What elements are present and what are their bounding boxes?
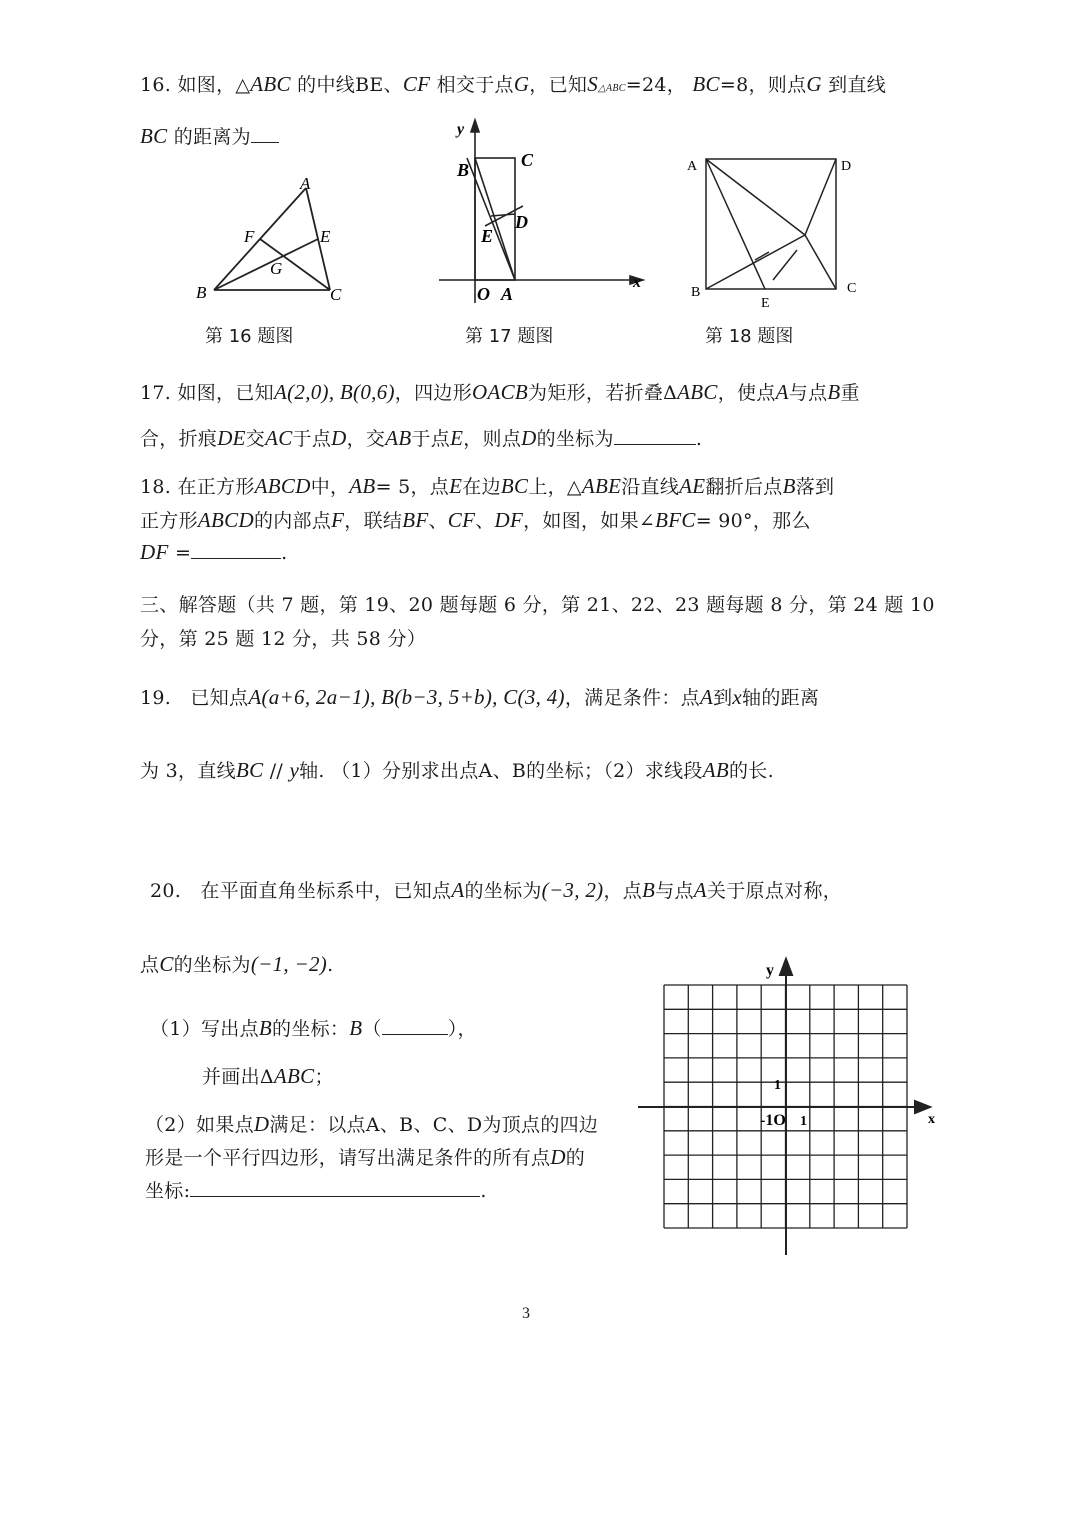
fig18-label-e: E (761, 296, 770, 311)
section3-heading-line1: 三、解答题（共 7 题，第 19、20 题每题 6 分，第 21、22、23 题每题 8 分，第 24 题 10 (140, 594, 935, 616)
q16-line1: 16. 如图，△ABC 的中线BE、CF 相交于点G，已知S△ABC=24， BC=8，则点G 到直线 (140, 72, 887, 96)
fig18-label-c: C (847, 281, 857, 296)
fig17-label-o: O (477, 284, 490, 304)
q20-part2-line2: 形是一个平行四边形，请写出满足条件的所有点D的 (145, 1145, 586, 1169)
fig17-caption: 第 17 题图 (465, 326, 554, 347)
fig17-label-b: B (457, 160, 470, 180)
grid-label-origin: -1O (760, 1112, 786, 1129)
answer-blank (614, 426, 696, 445)
answer-blank (191, 540, 281, 559)
q18-line1: 18. 在正方形ABCD中，AB= 5，点E在边BC上，△ABE沿直线AE翻折后点B落到 (140, 474, 835, 498)
answer-blank (190, 1178, 480, 1197)
fig16-label-b: B (196, 283, 207, 302)
q16-line2: BC 的距离为 (140, 122, 279, 149)
coordinate-grid (630, 955, 950, 1265)
fig16-label-f: F (244, 227, 255, 246)
q20-line1: 20. 在平面直角坐标系中，已知点A的坐标为(−3, 2)，点B与点A关于原点对称， (150, 878, 843, 902)
page-number: 3 (522, 1305, 530, 1322)
fig17-label-d: D (515, 212, 528, 232)
section3-heading-line2: 分，第 25 题 12 分，共 58 分） (140, 628, 427, 650)
grid-label-one-x: 1 (800, 1114, 807, 1129)
q18-line2: 正方形ABCD的内部点F，联结BF、CF、DF，如图，如果∠BFC= 90°，那么 (140, 508, 811, 532)
q20-part1-line1: （1）写出点B的坐标：B（ ）， (150, 1016, 477, 1040)
answer-blank (251, 124, 279, 143)
grid-label-one-y: 1 (774, 1078, 781, 1093)
fig16-label-c: C (330, 285, 342, 304)
fig18-label-b: B (691, 285, 701, 300)
q20-part1-line2: 并画出ΔABC； (202, 1064, 334, 1088)
q20-part2-line3: 坐标: . (145, 1180, 487, 1202)
q17-line2: 合，折痕DE交AC于点D，交AB于点E，则点D的坐标为 . (140, 426, 703, 450)
fig16-caption: 第 16 题图 (205, 326, 294, 347)
answer-blank (382, 1016, 448, 1035)
figure-18 (685, 150, 865, 310)
grid-label-x: x (928, 1112, 935, 1127)
fig16-label-e: E (320, 227, 331, 246)
figure-16 (190, 170, 350, 310)
fig16-label-g: G (270, 259, 283, 278)
q19-line2: 为 3，直线BC // y轴. （1）分别求出点A、B的坐标；（2）求线段AB的长. (140, 758, 774, 782)
q19-line1: 19. 已知点A(a+6, 2a−1), B(b−3, 5+b), C(3, 4)，满足条件：点A到x轴的距离 (140, 685, 820, 709)
q17-line1: 17. 如图，已知A(2,0), B(0,6)，四边形OACB为矩形，若折叠ΔABC，使点A与点B重 (140, 380, 860, 404)
fig17-label-a: A (501, 284, 514, 304)
fig17-label-c: C (521, 150, 534, 170)
fig18-label-d: D (841, 159, 852, 174)
grid-label-y: y (766, 962, 774, 979)
fig17-label-y: y (457, 121, 465, 138)
fig17-label-x: x (633, 274, 641, 291)
fig16-label-a: A (300, 174, 311, 193)
q20-line2: 点C的坐标为(−1, −2). (140, 952, 334, 976)
q18-line3: DF = . (140, 540, 288, 564)
fig18-caption: 第 18 题图 (705, 326, 794, 347)
fig18-label-a: A (687, 159, 698, 174)
figure-17 (435, 118, 650, 308)
q20-part2-line1: （2）如果点D满足：以点A、B、C、D为顶点的四边 (145, 1112, 599, 1136)
fig17-label-e: E (481, 226, 494, 246)
